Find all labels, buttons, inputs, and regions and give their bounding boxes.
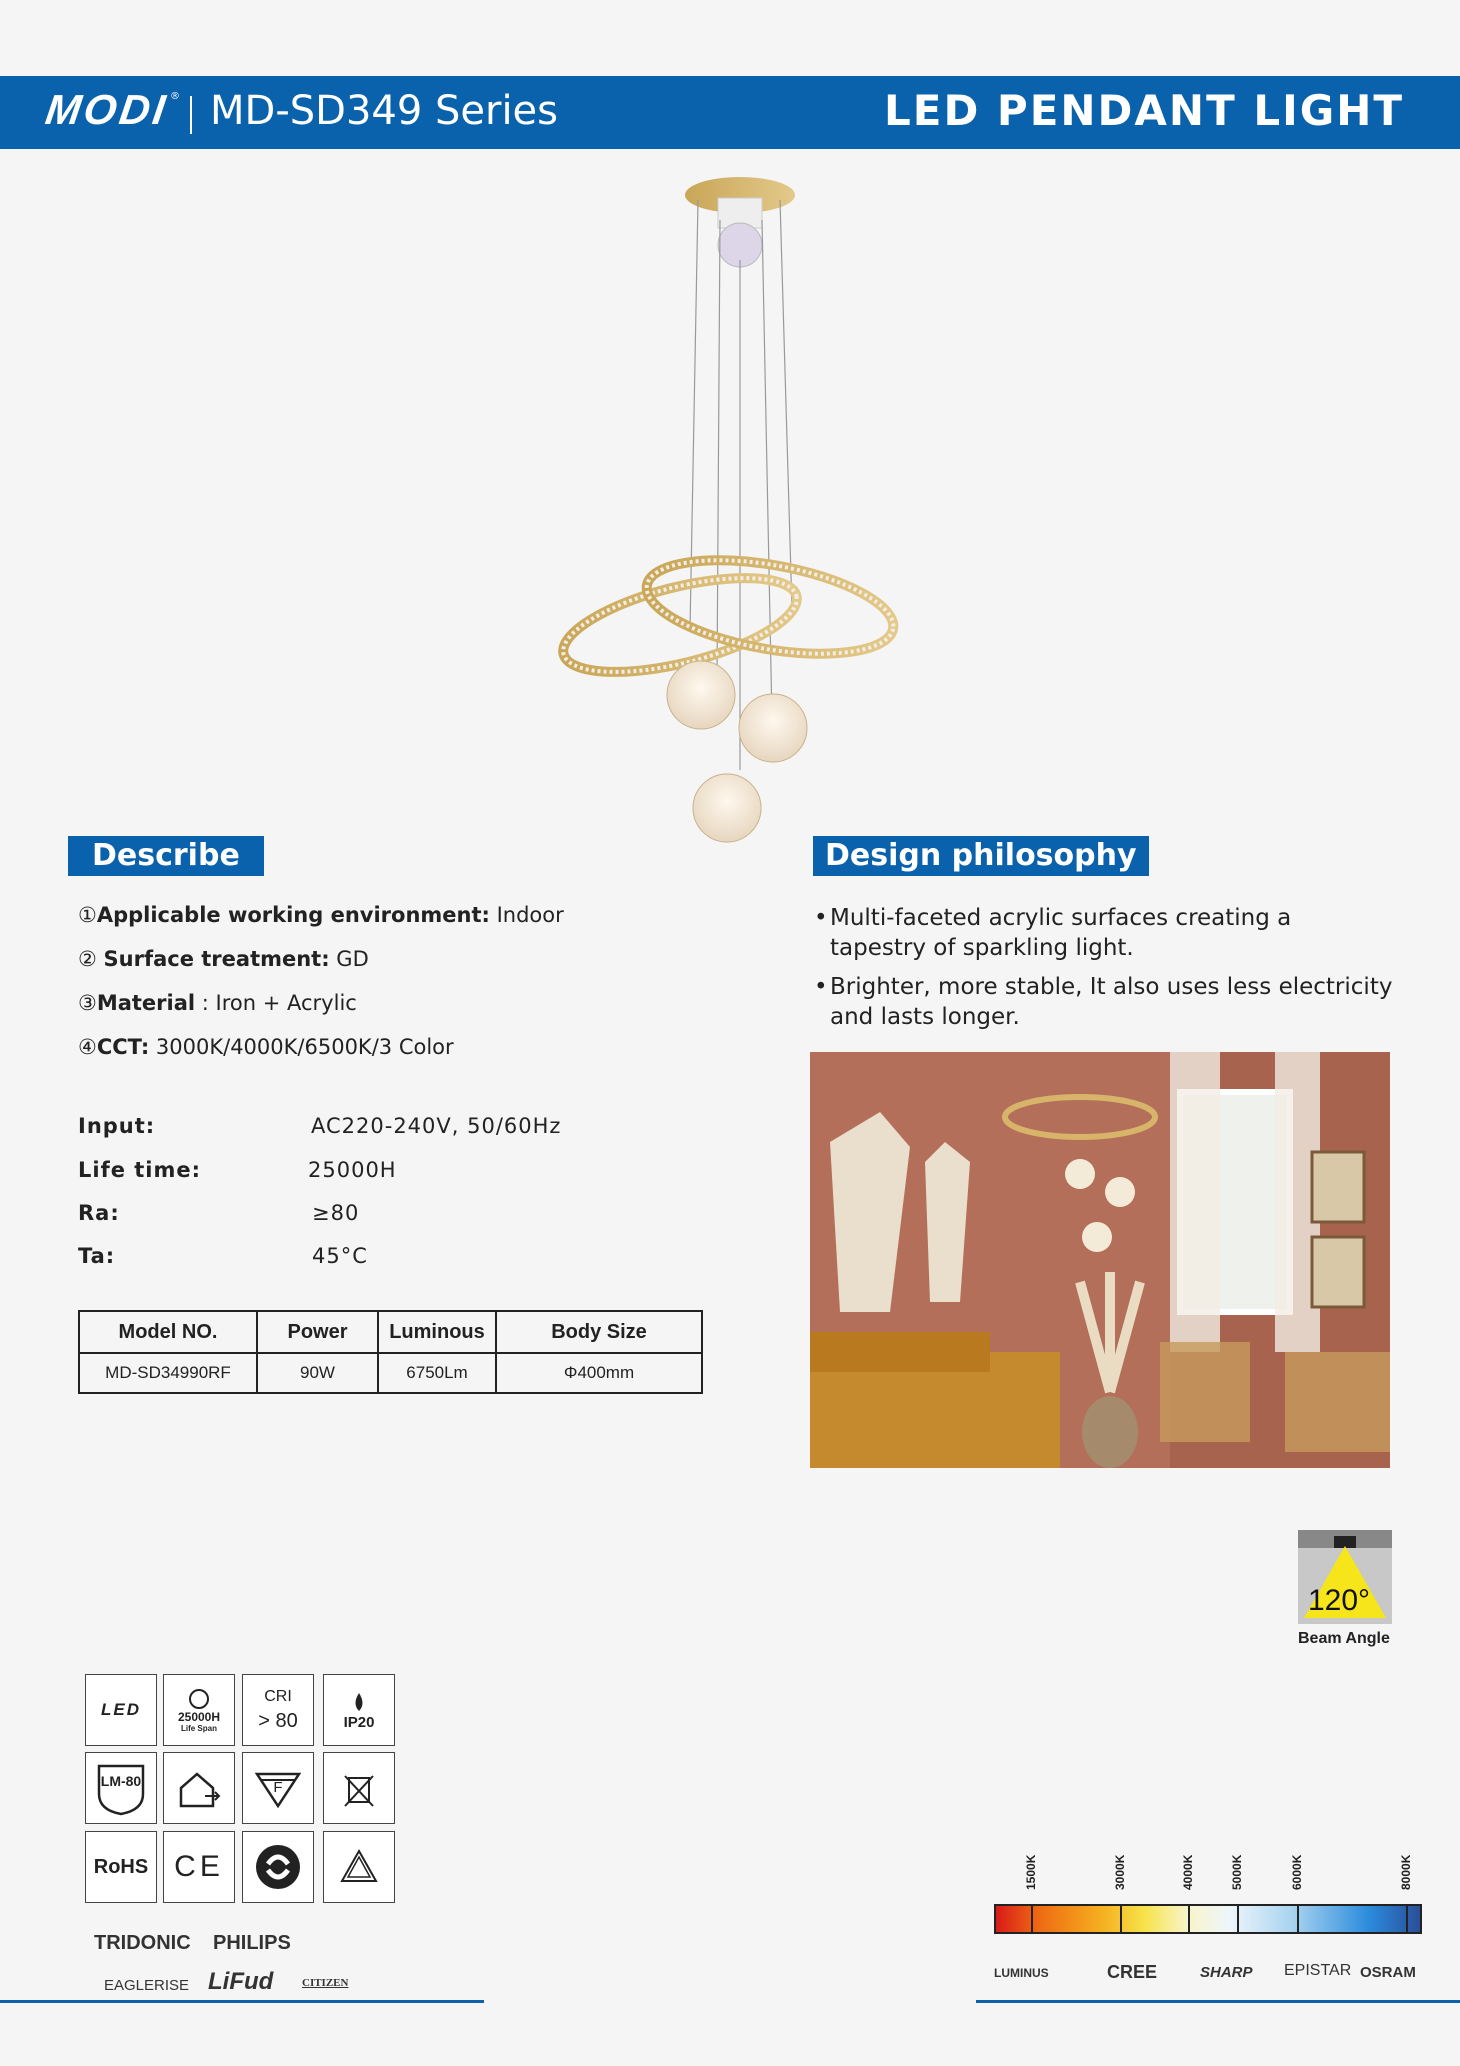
partner-logo: EPISTAR xyxy=(1284,1962,1352,1979)
brand-logo: MODI xyxy=(42,86,172,133)
cct-tick-label: 8000K xyxy=(1399,1854,1413,1890)
cri-label: CRI xyxy=(264,1687,292,1705)
green-dot-cert xyxy=(242,1831,314,1903)
life-label: Life Span xyxy=(180,1723,217,1733)
bullet-text: Multi-faceted acrylic surfaces creating a tapestry of sparkling light. xyxy=(830,905,1292,961)
cct-divider xyxy=(1237,1904,1239,1934)
partner-logo: OSRAM xyxy=(1360,1964,1416,1981)
describe-line xyxy=(78,1035,454,1059)
cct-divider xyxy=(1120,1904,1122,1934)
f-mark-cert xyxy=(242,1752,314,1824)
partner-logo: EAGLERISE xyxy=(104,1977,190,1994)
product-type: LED PENDANT LIGHT xyxy=(883,86,1404,135)
partner-logo: CITIZEN xyxy=(302,1977,349,1989)
footer-rule-left xyxy=(0,2000,484,2003)
cri-value: > 80 xyxy=(258,1709,298,1732)
bullet-dot: • xyxy=(814,905,828,931)
describe-line xyxy=(78,991,357,1015)
hourglass-icon xyxy=(181,1688,217,1710)
product-image xyxy=(540,160,920,860)
spec-value: 45°C xyxy=(312,1244,368,1268)
table-header: Power xyxy=(257,1311,378,1353)
line-value: Indoor xyxy=(489,903,564,927)
cct-divider xyxy=(1297,1904,1299,1934)
weee-bin-icon xyxy=(339,1766,379,1810)
table-cell: Φ400mm xyxy=(496,1353,702,1393)
lm80-cert xyxy=(85,1752,157,1824)
line-number: ① xyxy=(78,903,97,927)
cct-tick-label: 3000K xyxy=(1113,1854,1127,1890)
weee-cert xyxy=(323,1752,395,1824)
partner-logo: LiFud xyxy=(208,1968,274,1995)
recycle-icon xyxy=(336,1845,382,1889)
line-value: : Iron + Acrylic xyxy=(195,991,357,1015)
led-label: LED xyxy=(101,1700,141,1719)
cct-divider xyxy=(1188,1904,1190,1934)
f-mark-label: F xyxy=(273,1779,283,1796)
spec-label: Life time: xyxy=(78,1158,202,1182)
design-bullet xyxy=(814,903,1394,963)
spec-value: 25000H xyxy=(308,1158,397,1182)
life-hours: 25000H xyxy=(177,1709,221,1724)
table-cell: 6750Lm xyxy=(378,1353,496,1393)
recycle-cert xyxy=(323,1831,395,1903)
beam-angle-label: Beam Angle xyxy=(1298,1630,1390,1647)
registered-mark: ® xyxy=(170,91,180,102)
indoor-cert xyxy=(163,1752,235,1824)
rohs-cert xyxy=(85,1831,157,1903)
green-dot-icon xyxy=(253,1842,303,1892)
line-label: Surface treatment: xyxy=(103,947,330,971)
table-header: Body Size xyxy=(496,1311,702,1353)
footer-rule-right xyxy=(976,2000,1460,2003)
ip-cert xyxy=(323,1674,395,1746)
cct-tick-label: 5000K xyxy=(1230,1854,1244,1890)
line-value: 3000K/4000K/6500K/3 Color xyxy=(149,1035,454,1059)
cct-tick-label: 1500K xyxy=(1024,1854,1038,1890)
table-row xyxy=(79,1353,702,1393)
table-cell: 90W xyxy=(257,1353,378,1393)
cct-divider xyxy=(1406,1904,1408,1934)
cct-gradient-bar xyxy=(994,1904,1422,1934)
describe-line xyxy=(78,947,369,971)
table-cell: MD-SD34990RF xyxy=(79,1353,257,1393)
line-label: Material xyxy=(96,991,196,1015)
spec-value: AC220-240V, 50/60Hz xyxy=(311,1114,562,1138)
lifespan-cert xyxy=(163,1674,235,1746)
bullet-text: Brighter, more stable, It also uses less electricity and lasts longer. xyxy=(830,974,1393,1030)
table-header-row xyxy=(79,1311,702,1353)
indoor-house-icon xyxy=(175,1766,223,1810)
ce-label: CE xyxy=(174,1850,224,1883)
spec-label: Ta: xyxy=(78,1244,116,1268)
partner-logo: TRIDONIC xyxy=(94,1932,191,1954)
series-title: MD-SD349 Series xyxy=(210,88,559,134)
line-number: ④ xyxy=(78,1035,97,1059)
design-heading: Design philosophy xyxy=(813,836,1149,876)
partner-logo: SHARP xyxy=(1200,1964,1253,1981)
cri-cert xyxy=(242,1674,314,1746)
header-divider xyxy=(190,96,192,134)
spec-label: Ra: xyxy=(78,1201,120,1225)
describe-heading: Describe xyxy=(68,836,264,876)
beam-angle-value: 120° xyxy=(1308,1584,1371,1617)
ip-label: IP20 xyxy=(343,1713,375,1731)
rohs-label: RoHS xyxy=(93,1855,149,1878)
water-drop-icon xyxy=(347,1690,371,1714)
design-bullet xyxy=(814,972,1394,1032)
table-header: Model NO. xyxy=(79,1311,257,1353)
room-scene-photo xyxy=(810,1052,1390,1468)
line-number: ③ xyxy=(78,991,97,1015)
line-label: Applicable working environment: xyxy=(96,903,490,927)
cct-divider xyxy=(1031,1904,1033,1934)
spec-label: Input: xyxy=(78,1114,156,1138)
lm80-label: LM-80 xyxy=(100,1773,142,1789)
line-number: ② xyxy=(78,947,104,971)
partner-logo: LUMINUS xyxy=(994,1966,1049,1980)
line-label: CCT: xyxy=(96,1035,150,1059)
led-cert xyxy=(85,1674,157,1746)
partner-logo: CREE xyxy=(1107,1962,1158,1982)
model-table xyxy=(78,1310,703,1394)
describe-line xyxy=(78,903,564,927)
ce-cert xyxy=(163,1831,235,1903)
table-header: Luminous xyxy=(378,1311,496,1353)
cct-tick-label: 6000K xyxy=(1290,1854,1304,1890)
bullet-dot: • xyxy=(814,974,828,1000)
line-value: GD xyxy=(329,947,369,971)
spec-value: ≥80 xyxy=(312,1201,360,1225)
partner-logo: PHILIPS xyxy=(213,1932,291,1954)
cct-tick-label: 4000K xyxy=(1181,1854,1195,1890)
